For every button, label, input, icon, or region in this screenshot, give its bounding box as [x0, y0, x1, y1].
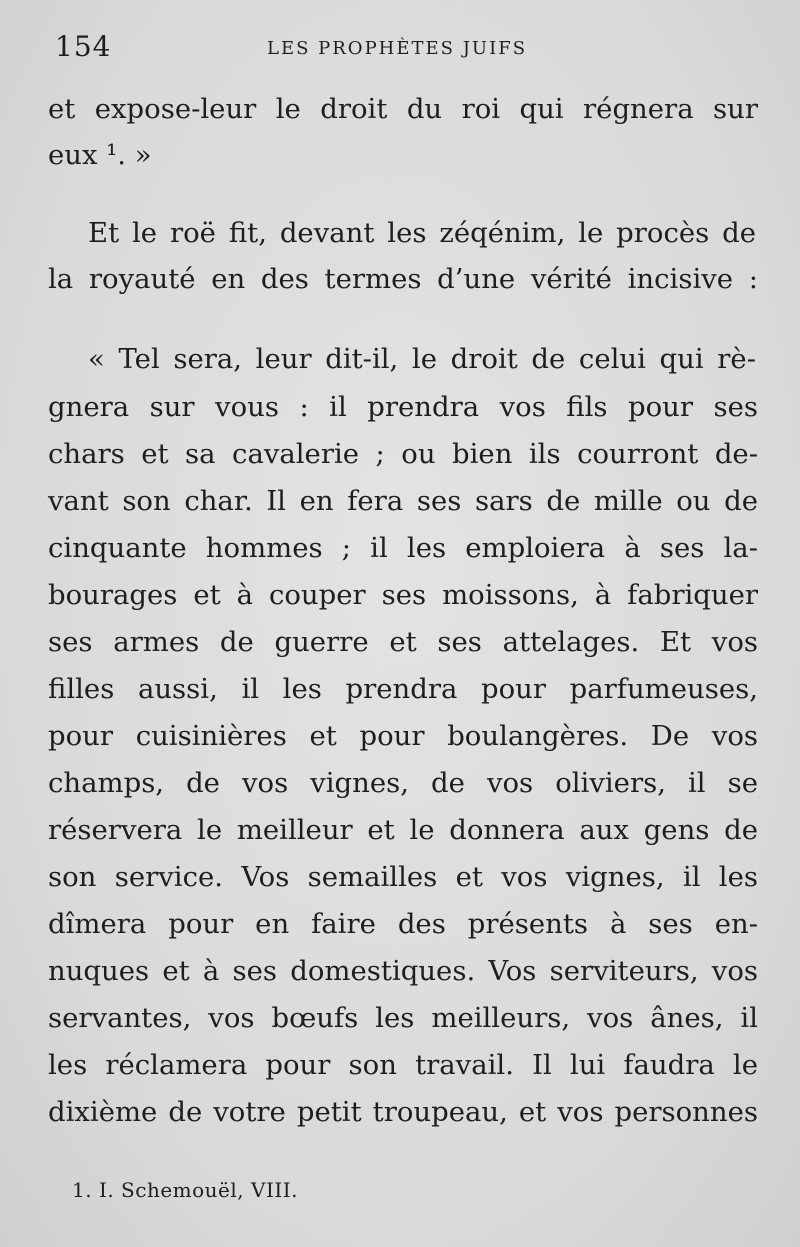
running-title: LES PROPHÈTES JUIFS [267, 38, 528, 59]
text-line: dixième de votre petit troupeau, et vos personnes [48, 1096, 758, 1128]
text-line: ses armes de guerre et ses attelages. Et vos [48, 626, 758, 658]
text-line: chars et sa cavalerie ; ou bien ils courront de- [48, 438, 758, 470]
text-line: cinquante hommes ; il les emploiera à ses la- [48, 532, 758, 564]
text-line: réservera le meilleur et le donnera aux gens de [48, 814, 758, 846]
text-line: nuques et à ses domestiques. Vos serviteurs, vos [48, 955, 758, 987]
page-header [55, 30, 755, 70]
text-line: eux ¹. » [48, 139, 152, 171]
page-number: 154 [55, 30, 112, 63]
text-line: dîmera pour en faire des présents à ses en- [48, 908, 758, 940]
text-line: son service. Vos semailles et vos vignes, il les [48, 861, 758, 893]
text-line: bourages et à couper ses moissons, à fabriquer [48, 579, 758, 611]
text-line: pour cuisinières et pour boulangères. De vos [48, 720, 758, 752]
text-line: Et le roë fit, devant les zéqénim, le procès de [88, 217, 756, 249]
text-line: les réclamera pour son travail. Il lui faudra le [48, 1049, 758, 1081]
footnote: 1. I. Schemouël, VIII. [72, 1178, 299, 1202]
text-line: champs, de vos vignes, de vos oliviers, il se [48, 767, 758, 799]
text-line: gnera sur vous : il prendra vos fils pour ses [48, 391, 758, 423]
text-line: vant son char. Il en fera ses sars de mille ou de [48, 485, 758, 517]
text-line: et expose-leur le droit du roi qui régnera sur [48, 93, 758, 125]
text-line: « Tel sera, leur dit-il, le droit de celui qui rè- [88, 343, 756, 375]
text-line: servantes, vos bœufs les meilleurs, vos ânes, il [48, 1002, 758, 1034]
text-line: la royauté en des termes d’une vérité incisive : [48, 263, 758, 295]
text-line: filles aussi, il les prendra pour parfumeuses, [48, 673, 758, 705]
